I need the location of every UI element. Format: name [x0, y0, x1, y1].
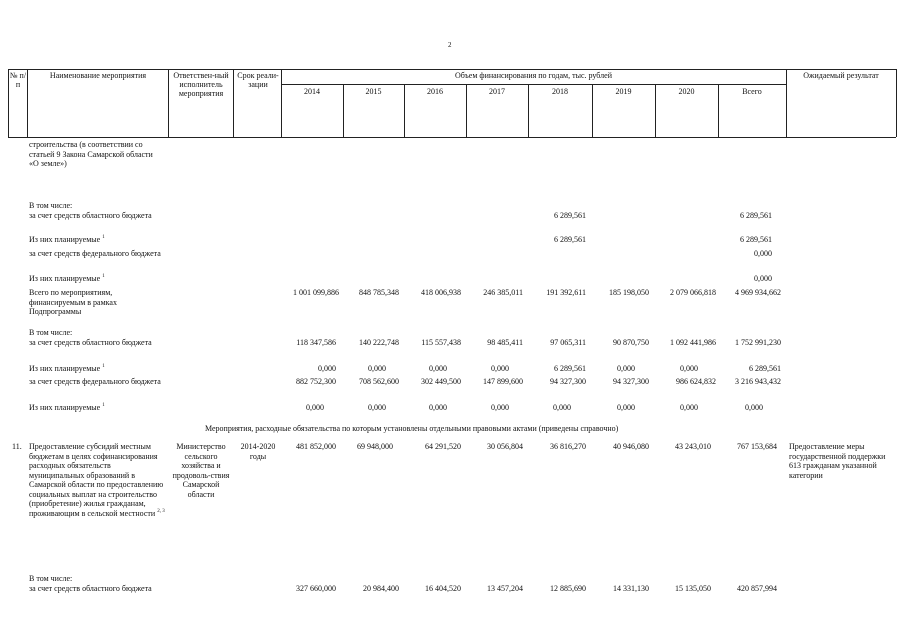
cell-value: 118 347,586 — [296, 338, 336, 347]
cell-value: 90 870,750 — [613, 338, 649, 347]
cell-value: 0,000 — [754, 249, 772, 258]
cell-value: 69 948,000 — [357, 442, 393, 451]
cell-value: 0,000 — [368, 364, 386, 373]
cell-value: 98 485,411 — [487, 338, 523, 347]
cell-value: 302 449,500 — [421, 377, 461, 386]
cell-value: 0,000 — [429, 364, 447, 373]
cell-value: 40 946,080 — [613, 442, 649, 451]
cell-value: 1 001 099,886 — [293, 288, 339, 297]
cell-value: 327 660,000 — [296, 584, 336, 593]
cell-value: 6 289,561 — [554, 364, 586, 373]
cell-value: 481 852,000 — [296, 442, 336, 451]
item-responsible: Министерство сельского хозяйства и продоволь-ствия Самарской области — [172, 442, 230, 499]
row-label: за счет средств федерального бюджета — [29, 249, 161, 258]
header-num: № п/п — [9, 71, 27, 89]
row-label: Из них планируемые $^1$ — [29, 364, 105, 373]
cell-value: 0,000 — [680, 364, 698, 373]
cell-value: 708 562,600 — [359, 377, 399, 386]
header-year: 2020 — [678, 87, 695, 96]
row-label: за счет средств областного бюджета — [29, 338, 152, 347]
item-number: 11. — [12, 442, 22, 451]
cell-value: 0,000 — [745, 403, 763, 412]
cell-value: 97 065,311 — [550, 338, 586, 347]
cell-value: 0,000 — [429, 403, 447, 412]
header-year: 2014 — [304, 87, 320, 96]
cell-value: 6 289,561 — [749, 364, 781, 373]
header-bottom-border — [8, 137, 896, 138]
header-year-total: Всего — [742, 87, 762, 96]
col-divider — [896, 69, 897, 137]
cell-value: 767 153,684 — [737, 442, 777, 451]
item-name: Предоставление субсидий местным бюджетам в целях софинансирования расходных обязательств муниципальных образований в Самарской области по предоставлению социальных выплат на строительство (приобретение) жилья гражданам, проживающим в сельской местности $^{2, 3}$ — [29, 442, 165, 518]
cell-value: 848 785,348 — [359, 288, 399, 297]
header-funding: Объем финансирования по годам, тыс. рублей — [455, 71, 612, 80]
page-marker: 2 — [448, 41, 452, 49]
cell-value: 0,000 — [368, 403, 386, 412]
cell-value: 0,000 — [617, 403, 635, 412]
cell-value: 12 885,690 — [550, 584, 586, 593]
header-year: 2018 — [552, 87, 568, 96]
cell-value: 6 289,561 — [554, 211, 586, 220]
header-year: 2017 — [489, 87, 505, 96]
header-year: 2016 — [427, 87, 443, 96]
cell-value: 43 243,010 — [675, 442, 711, 451]
cell-value: 0,000 — [491, 403, 509, 412]
col-divider — [233, 69, 234, 137]
cell-value: 4 969 934,662 — [735, 288, 781, 297]
cell-value: 0,000 — [306, 403, 324, 412]
table-top-border — [8, 69, 896, 70]
cell-value: 64 291,520 — [425, 442, 461, 451]
row-label: за счет средств областного бюджета — [29, 211, 152, 220]
cell-value: 6 289,561 — [740, 211, 772, 220]
cell-value: 30 056,804 — [487, 442, 523, 451]
item-result: Предоставление меры государственной поддержки 613 гражданам указанной категории — [789, 442, 886, 480]
cell-value: 0,000 — [553, 403, 571, 412]
item-term: 2014-2020 годы — [240, 442, 276, 461]
row-label: Из них планируемые $^1$ — [29, 274, 105, 283]
header-result: Ожидаемый результат — [803, 71, 879, 80]
cell-value: 140 222,748 — [359, 338, 399, 347]
cell-value: 115 557,438 — [421, 338, 461, 347]
cell-value: 882 752,300 — [296, 377, 336, 386]
header-term: Срок реали-зации — [237, 71, 279, 89]
row-label: В том числе: — [29, 328, 73, 337]
row-label: за счет средств федерального бюджета — [29, 377, 161, 386]
cell-value: 14 331,130 — [613, 584, 649, 593]
section-title: Мероприятия, расходные обязательства по которым установлены отдельными правовыми актами (приведены справочно) — [205, 424, 619, 433]
cell-value: 36 816,270 — [550, 442, 586, 451]
header-name: Наименование мероприятия — [49, 71, 147, 80]
cell-value: 2 079 066,818 — [670, 288, 716, 297]
row-label: Всего по мероприятиям, финансируемым в рамках Подпрограммы — [29, 288, 117, 316]
header-year: 2019 — [615, 87, 632, 96]
row-label: Из них планируемые $^1$ — [29, 403, 105, 412]
cell-value: 185 198,050 — [609, 288, 649, 297]
header-year: 2015 — [365, 87, 382, 96]
continuation-text: строительства (в соответствии со статьей 9 Закона Самарской области «О земле») — [29, 140, 153, 168]
cell-value: 1 092 441,986 — [670, 338, 716, 347]
row-label: В том числе: — [29, 201, 73, 210]
row-label: за счет средств областного бюджета — [29, 584, 152, 593]
cell-value: 16 404,520 — [425, 584, 461, 593]
cell-value: 94 327,300 — [550, 377, 586, 386]
cell-value: 6 289,561 — [554, 235, 586, 244]
cell-value: 1 752 991,230 — [735, 338, 781, 347]
cell-value: 20 984,400 — [363, 584, 399, 593]
cell-value: 3 216 943,432 — [735, 377, 781, 386]
cell-value: 0,000 — [491, 364, 509, 373]
cell-value: 15 135,050 — [675, 584, 711, 593]
cell-value: 986 624,832 — [676, 377, 716, 386]
cell-value: 0,000 — [754, 274, 772, 283]
cell-value: 420 857,994 — [737, 584, 777, 593]
cell-value: 0,000 — [617, 364, 635, 373]
cell-value: 6 289,561 — [740, 235, 772, 244]
cell-value: 246 385,011 — [483, 288, 523, 297]
cell-value: 13 457,204 — [487, 584, 523, 593]
cell-value: 418 006,938 — [421, 288, 461, 297]
cell-value: 0,000 — [680, 403, 698, 412]
row-label: Из них планируемые $^1$ — [29, 235, 105, 244]
cell-value: 147 899,600 — [483, 377, 523, 386]
cell-value: 94 327,300 — [613, 377, 649, 386]
cell-value: 191 392,611 — [546, 288, 586, 297]
row-label: В том числе: — [29, 574, 73, 583]
header-responsible: Ответствен-ный исполнитель мероприятия — [173, 71, 229, 98]
years-header-divider — [281, 84, 786, 85]
cell-value: 0,000 — [318, 364, 336, 373]
